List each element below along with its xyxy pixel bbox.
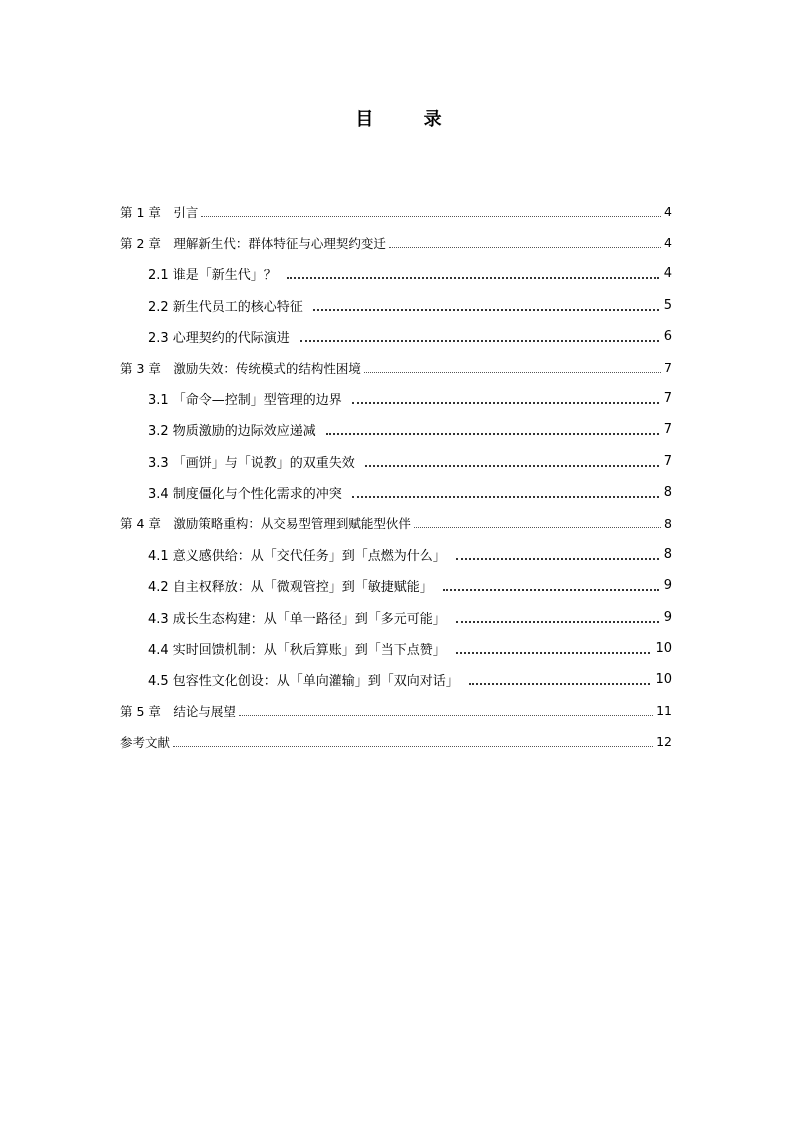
toc-entry-label: 2.2 新生代员工的核心特征 (148, 299, 303, 315)
toc-chapter-entry[interactable] (120, 196, 672, 227)
toc-entry-label: 4.1 意义感供给：从「交代任务」到「点燃为什么」 (148, 549, 446, 565)
toc-page-number: 12 (656, 734, 672, 750)
toc-section-entry[interactable] (120, 414, 672, 445)
dot-leader (456, 643, 651, 654)
dot-leader (456, 612, 659, 623)
toc-page-number: 4 (664, 204, 672, 220)
table-of-contents (120, 196, 672, 757)
dot-leader (469, 674, 651, 685)
toc-page-number: 7 (663, 422, 672, 438)
toc-page-number: 10 (655, 640, 672, 656)
toc-entry-label: 4.2 自主权释放：从「微观管控」到「敏捷赋能」 (148, 580, 433, 596)
dot-leader (456, 549, 659, 560)
toc-page-number: 8 (663, 547, 672, 563)
dot-leader (365, 456, 659, 467)
toc-section-entry[interactable] (120, 477, 672, 508)
toc-page-number: 9 (663, 609, 672, 625)
toc-section-entry[interactable] (120, 383, 672, 414)
dot-leader (300, 331, 659, 342)
toc-entry-label: 第 4 章 激励策略重构：从交易型管理到赋能型伙伴 (120, 516, 411, 532)
toc-chapter-entry[interactable] (120, 726, 672, 757)
toc-entry-label: 3.4 制度僵化与个性化需求的冲突 (148, 486, 342, 502)
toc-entry-label: 第 2 章 理解新生代：群体特征与心理契约变迁 (120, 235, 386, 251)
dot-leader (352, 487, 659, 498)
dot-leader (313, 300, 659, 311)
toc-page-number: 10 (655, 671, 672, 687)
toc-entry-label: 第 5 章 结论与展望 (120, 703, 236, 719)
toc-page-number: 8 (664, 515, 672, 531)
dot-leader (352, 393, 659, 404)
toc-chapter-entry[interactable] (120, 227, 672, 258)
toc-section-entry[interactable] (120, 633, 672, 664)
toc-page-number: 7 (663, 391, 672, 407)
toc-page-number: 11 (656, 703, 672, 719)
toc-page-number: 8 (663, 484, 672, 500)
toc-section-entry[interactable] (120, 446, 672, 477)
toc-section-entry[interactable] (120, 664, 672, 695)
toc-entry-label: 2.1 谁是「新生代」？ (148, 268, 277, 284)
toc-page-number: 4 (663, 266, 672, 282)
toc-entry-label: 2.3 心理契约的代际演进 (148, 330, 290, 346)
toc-title: 目 录 (355, 109, 464, 130)
toc-entry-label: 3.3 「画饼」与「说教」的双重失效 (148, 455, 355, 471)
dot-leader (201, 207, 661, 217)
toc-chapter-entry[interactable] (120, 352, 672, 383)
dot-leader (239, 706, 653, 716)
toc-entry-label: 3.2 物质激励的边际效应递减 (148, 424, 316, 440)
dot-leader (287, 268, 659, 279)
toc-section-entry[interactable] (120, 290, 672, 321)
toc-page-number: 7 (663, 453, 672, 469)
dot-leader (389, 238, 661, 248)
toc-chapter-entry[interactable] (120, 695, 672, 726)
toc-page-number: 9 (663, 578, 672, 594)
toc-page-number: 5 (663, 297, 672, 313)
toc-entry-label: 第 3 章 激励失效：传统模式的结构性困境 (120, 360, 361, 376)
toc-entry-label: 4.3 成长生态构建：从「单一路径」到「多元可能」 (148, 611, 446, 627)
toc-entry-label: 参考文献 (120, 734, 171, 750)
toc-section-entry[interactable] (120, 539, 672, 570)
toc-entry-label: 4.4 实时回馈机制：从「秋后算账」到「当下点赞」 (148, 642, 446, 658)
toc-section-entry[interactable] (120, 570, 672, 601)
dot-leader (364, 363, 661, 373)
dot-leader (443, 580, 659, 591)
toc-section-entry[interactable] (120, 601, 672, 632)
dot-leader (173, 737, 653, 747)
toc-page-number: 7 (664, 360, 672, 376)
dot-leader (326, 424, 659, 435)
toc-entry-label: 4.5 包容性文化创设：从「单向灌输」到「双向对话」 (148, 673, 459, 689)
toc-entry-label: 3.1 「命令—控制」型管理的边界 (148, 393, 342, 409)
dot-leader (414, 518, 661, 528)
toc-section-entry[interactable] (120, 258, 672, 289)
toc-page-number: 6 (663, 328, 672, 344)
toc-section-entry[interactable] (120, 321, 672, 352)
toc-entry-label: 第 1 章 引言 (120, 204, 199, 220)
toc-page-number: 4 (664, 235, 672, 251)
toc-chapter-entry[interactable] (120, 508, 672, 539)
